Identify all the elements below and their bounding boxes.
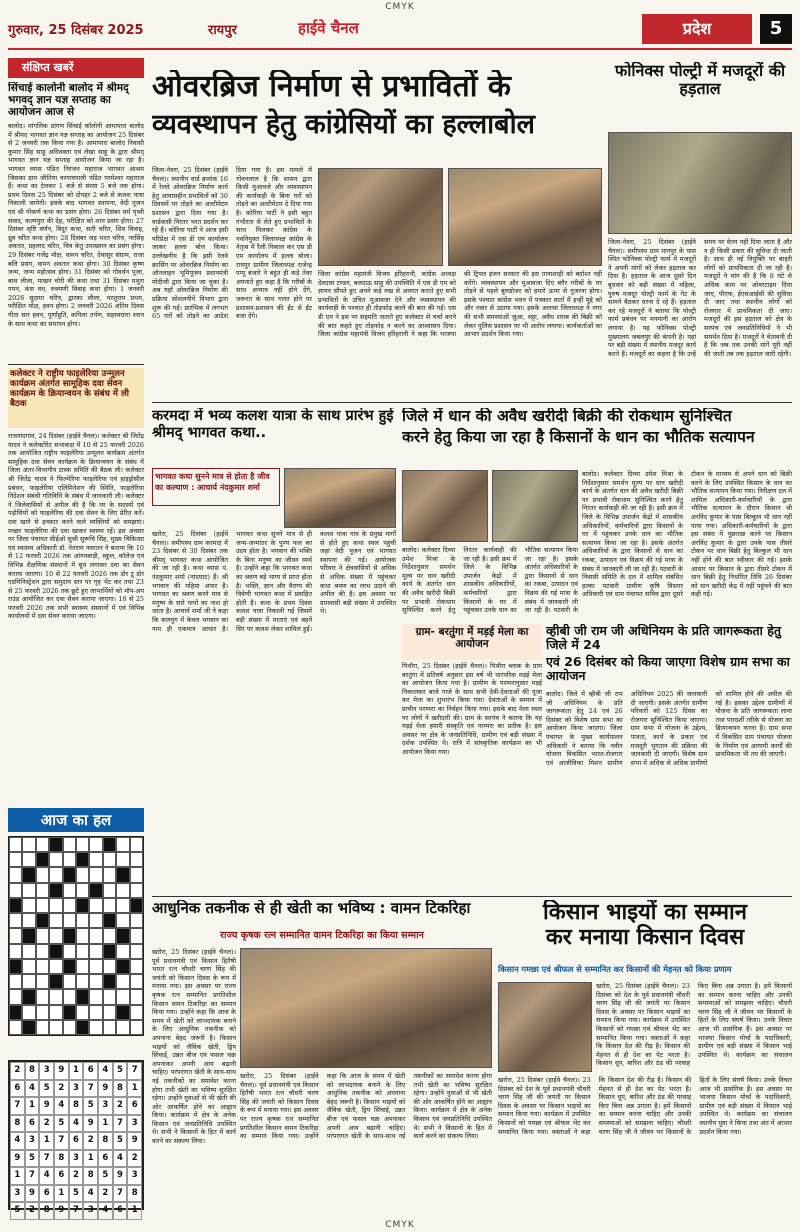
crossword-cell <box>63 1005 76 1020</box>
crossword-cell <box>76 989 89 1004</box>
sudoku-cell: 9 <box>98 1080 113 1098</box>
sudoku-cell: 7 <box>54 1132 69 1150</box>
sudoku-cell: 6 <box>25 1115 40 1133</box>
crossword-cell <box>103 852 116 867</box>
crossword-cell <box>63 913 76 928</box>
crossword-cell <box>49 898 62 913</box>
sudoku-cell: 2 <box>98 1185 113 1203</box>
crossword-cell <box>130 837 143 852</box>
crossword-cell <box>22 1020 35 1035</box>
sudoku-cell: 8 <box>83 1167 98 1185</box>
sudoku-cell: 2 <box>83 1132 98 1150</box>
masthead <box>8 14 792 50</box>
crossword-cell <box>130 898 143 913</box>
crossword-cell <box>103 898 116 913</box>
sudoku-cell: 2 <box>127 1150 142 1168</box>
phoenix-body: जिला-नेवरा, 25 दिसंबर (हाईवे चैनल)। समीपस्थ ग्राम मानपुर के पास स्थित फोनिक्स पोल्ट्री फार्म में मजदूरों ने अपनी मांगों को लेकर हड़ताल कर दिया है। हड़ताल के आज दूसरे दिन बुधवार को बड़ी संख्या में महिला, पुरुष मजदूर पोल्ट्री फार्म के गेट के सामने बैठकर धरना दे रहे हैं। हड़ताल कर रहे मजदूरों ने बताया कि पोल्ट्री फार्म प्रबंधन पर मनमानी का आरोप लगाया है। यह फोनिक्स पोल्ट्री मुख्यालय जबलपुर की कंपनी है। यहां पर बड़ी संख्या में स्थानीय मजदूर कार्य करते हैं। मजदूरों का कहना है कि उन्हें समय पर वेतन नहीं दिया जाता है और न ही किसी प्रकार की सुविधा दी जाती है। साथ ही नई नियुक्ति पर बाहरी लोगों को प्राथमिकता दी जा रही है। मजदूरों ने मांग की है कि 8 घंटे से अधिक काम पर ओवरटाइम दिया जाए, पीएफ, ईएसआईसी की सुविधा दी जाए तथा स्थानीय लोगों को रोजगार में प्राथमिकता दी जाए। मजदूरों की इस हड़ताल को क्षेत्र के सरपंच एवं जनप्रतिनिधियों ने भी समर्थन दिया है। मजदूरों ने चेतावनी दी है कि जब तक उनकी मांगें पूरी नहीं की जाती तब तक हड़ताल जारी रहेगी। <box>608 238 792 358</box>
crossword-cell <box>116 989 129 1004</box>
gram-body: पिथौरा, 25 दिसंबर (हाईवे चैनल)। पिथौरा ब्लाक के ग्राम बरतुंगा में प्रतिवर्ष अनुसार इस वर्ष भी पारंपरिक मड़ई मेला का आयोजन किया गया है। ग्रामीण के परम्परानुसार मड़ई निकालकर बाजे गाजे के साथ सभी देवी-देवताओं की पूजा कर मेला का शुभारंभ किया गया। देवताओं के सम्मान में प्राचीन परम्परा का निर्वहन किया गया। इसके बाद मेला स्थल पर लोगों ने खरीदारी की। ग्राम के सरपंच ने बताया कि यह मड़ई मेला हमारी संस्कृति एवं परम्परा का प्रतीक है। इस अवसर पर क्षेत्र के जनप्रतिनिधि, ग्रामीण एवं बड़ी संख्या में दर्शक उपस्थित थे। रात्रि में सांस्कृतिक कार्यक्रम का भी आयोजन किया गया। <box>402 662 542 756</box>
sudoku-cell: 5 <box>83 1097 98 1115</box>
sudoku-cell: 4 <box>83 1185 98 1203</box>
sudoku-cell: 5 <box>25 1150 40 1168</box>
crossword-cell <box>63 928 76 943</box>
sudoku-cell: 4 <box>10 1132 25 1150</box>
sudoku-cell: 8 <box>113 1080 128 1098</box>
crossword-cell <box>116 837 129 852</box>
sudoku-cell: 7 <box>113 1185 128 1203</box>
sudoku-cell: 8 <box>25 1062 40 1080</box>
crossword-cell <box>130 883 143 898</box>
karmada-body: खरोरा, 25 दिसंबर (हाईवे चैनल)। समीपस्थ ग्राम करमदा में 23 दिसंबर से 30 दिसंबर तक श्रीमद् भागवत कथा आयोजित की जा रही है। कथा व्यास पं. नंदकुमार शर्मा (नांदघाट) हैं। श्री भगवान की महिमा अपार है। भागवत का श्रवण करने मात्र से मनुष्य के सारे पापों का नाश हो जाता है। आचार्य शर्मा जी ने कहा कि कलयुग में केवल भगवान का नाम ही एकमात्र आधार है। भागवत कथा सुनने मात्र से ही जन्म-जन्मांतर के पुण्य फल का उदय होता है। भगवान की भक्ति के बिना मनुष्य का जीवन व्यर्थ है। उन्होंने कहा कि भागवत कथा का श्रवण बड़े भाग्य से प्राप्त होता है। भक्ति, ज्ञान और वैराग्य की त्रिवेणी भागवत कथा में प्रवाहित होती है। कथा के प्रथम दिवस कलश यात्रा निकाली गई जिसमें बड़ी संख्या में माताएं एवं बहनें सिर पर कलश लेकर शामिल हुईं। कलश यात्रा गांव के प्रमुख मार्गों से होते हुए कथा स्थल पहुंची जहां वेदी पूजन एवं भागवत स्थापना की गई। आयोजक परिवार ने क्षेत्रवासियों से अधिक से अधिक संख्या में पहुंचकर कथा श्रवण का लाभ उठाने की अपील की है। इस अवसर पर ग्रामवासी बड़ी संख्या में उपस्थित थे। <box>152 530 396 633</box>
sidebar-story1-headline: सिंचाई कालोनी बालोद में श्रीमद् भगवद् ज्ञान यज्ञ सप्ताह का आयोजन आज से <box>8 82 129 119</box>
vaman-body-left: खरोरा, 25 दिसंबर (हाईवे चैनल)। पूर्व प्रधानमंत्री एवं किसान हितैषी भारत रत्न चौधरी चरण सिंह की जयंती को किसान दिवस के रूप में मनाया गया। इस अवसर पर राज्य कृषक रत्न सम्मानित प्रगतिशील किसान वामन टिकरिहा का सम्मान किया गया। उन्होंने कहा कि आज के समय में खेती को लाभदायक बनाने के लिए आधुनिक तकनीक को अपनाना बेहद जरूरी है। किसान भाइयों को जैविक खेती, ड्रिप सिंचाई, उन्नत बीज एवं फसल चक्र अपनाकर अपनी आय बढ़ानी चाहिए। परंपरागत खेती के साथ-साथ नई तकनीकों का समावेश करना होगा तभी खेती का भविष्य सुरक्षित रहेगा। उन्होंने युवाओं से भी खेती की ओर आकर्षित होने का आह्वान किया। कार्यक्रम में क्षेत्र के अनेक किसान एवं जनप्रतिनिधि उपस्थित थे। सभी ने किसानों के हित में कार्य करने का संकल्प लिया। <box>152 948 236 1146</box>
crossword-cell <box>103 1005 116 1020</box>
sudoku-cell: 6 <box>69 1132 84 1150</box>
divider <box>8 364 144 365</box>
sudoku-cell: 3 <box>127 1167 142 1185</box>
crossword-cell <box>103 974 116 989</box>
crossword-cell <box>9 944 22 959</box>
crossword-cell <box>89 944 102 959</box>
sudoku-cell: 7 <box>25 1167 40 1185</box>
phoenix-headline: फोनिक्स पोल्ट्री में मजदूरों की हड़ताल <box>614 62 786 99</box>
vbg-headline: व्हीबी जी राम जी अधिनियम के प्रति जागरूकता हेतु जिले में 24 एवं 26 दिसंबर को किया जाएगा विशेष ग्राम सभा का आयोजन <box>546 624 790 684</box>
sudoku-cell: 8 <box>127 1185 142 1203</box>
crossword-cell <box>22 928 35 943</box>
gram-headline: ग्राम- बरतुंगा में मड़ई मेला का आयोजन <box>402 624 542 660</box>
sudoku-cell: 2 <box>54 1080 69 1098</box>
crossword-cell <box>116 867 129 882</box>
sudoku-cell: 6 <box>83 1062 98 1080</box>
sudoku-cell: 2 <box>69 1167 84 1185</box>
crossword-cell <box>116 974 129 989</box>
sidebar-story2-body: राजनांदगांव, 24 दिसंबर (हाईवे चैनल)। कलेक्टर श्री जितेंद्र यादव ने कलेक्टोरेट सभाकक्ष में 10 से 25 फरवरी 2026 तक आयोजित राष्ट्रीय फाइलेरिया उन्मूलन कार्यक्रम अंतर्गत सामूहिक दवा सेवन कार्यक्रम के क्रियान्वयन के संबंध में जिला अंतर-विभागीय टास्क समिति की बैठक ली। कलेक्टर श्री जितेंद्र यादव ने फिल्मेरिया फाइलेरिया एवं हाइड्रोसील प्रबंधन, फाइलेरिया एलिमिनेशन की स्थिति, फाइलेरिया निदेशन संबंधी गतिविधि के संबंध में जानकारी ली। कलेक्टर ने जिलेवासियों से अपील की है कि घर के सदस्यों एवं पड़ोसियों को फाइलेरिया की दवा सेवन के लिए प्रेरित करें। दवा खाने से इनकार करने वाले व्यक्तियों को समझाएं। मच्छर फाइलेरिया की दवा खाकर स्वस्थ्य रहें। इस अवसर पर जिला पंचायत सीईओ सुश्री सुरूचि सिंह, मुख्य चिकित्सा एवं स्वास्थ्य अधिकारी डॉ. नेतराम नवरतन ने बताया कि 10 से 12 फरवरी 2026 तक आंगनबाड़ी, स्कूल, कॉलेज एवं विभिन्न शैक्षणिक संस्थानों में बूथ लगाकर दवा का सेवन कराया जाएगा। 10 से 22 फरवरी 2026 तक डोर टू डोर एडमिनिस्ट्रेशन द्वारा समुदाय स्तर पर गृह भेंट कर तथा 23 से 25 फरवरी 2026 तक छूटे हुए लाभार्थियों को मॉप-अप राउंड आयोजित कर दवा सेवन कराया जाएगा। 10 से 25 फरवरी 2026 तक सभी स्वास्थ्य संस्थानों में एवं विभिन्न कार्यालयों में दवा सेवन कराया जाएगा। <box>8 432 144 621</box>
sudoku-cell: 9 <box>10 1150 25 1168</box>
sudoku-cell: 1 <box>98 1115 113 1133</box>
crossword-cell <box>22 867 35 882</box>
print-mark-top: CMYK <box>385 2 415 12</box>
crossword-cell <box>103 867 116 882</box>
crossword-cell <box>22 989 35 1004</box>
crossword-cell <box>130 989 143 1004</box>
crossword-cell <box>130 852 143 867</box>
sudoku-cell: 3 <box>98 1097 113 1115</box>
lead-story-body-left: जिला-नेवरा, 25 दिसंबर (हाईवे चैनल)। स्थानीय वार्ड क्रमांक 16 में रेलवे ओवरब्रिज निर्माण कार्य हेतु आवासहीन प्रभावितों को 30 दिवसमें घर तोड़ने का अल्टीमेटम प्रशासन द्वारा दिया गया है। वार्डवासी निरंतर भरत प्रदर्शन कर रहे हैं। कोरिया पार्टी ने आज इसी परिप्रेक्ष में एस डी एम कार्यालय जाकर हल्ला बोल किया। उल्लेखनीय है कि इसी रेलवे क्रासिंग पर ओवरब्रिज निर्माण का ऑनलाइन भूमिपूजन प्रधानमंत्री मोदीजी द्वारा किया जा चुका है। अब यहाँ ओवरब्रिज निर्माण की प्रक्रिया सोशलनीयें विभाग द्वारा शुरू की गई। प्रारंभिक में लगभग 65 घरों को तोड़ने का आदेश दिया गया है। इस मामले में गोवनलाल है कि शासन द्वारा किसी मुआवजे और व्यवस्थापन की कार्यवाही के बिना घरों को तोड़ने का अल्टीमेटम दे दिया गया है। कोरिया पार्टी ने इसी बहुत गंभीरता से लेते हुए प्रभावितों के साथ मिलकर कांग्रेस के नवनियुक्त जिलाध्यक्ष कांग्रेस के नेतृत्व में रैली निकाल कर एस डी एम कार्यालय में हल्ला बोला। रायपुर ग्रामीण जिलाध्यक्ष राजेन्द्र पप्पू बंजारे ने बहुत ही कड़े तेवर अपनाते हुए कहा है कि गरीबों के साथ अन्याय नहीं होने देंगे, जरूरत के साथ गलत होने पर प्रशासन-प्रशासन की ईंट से ईंट बजा देंगे। <box>152 166 312 321</box>
sudoku-cell: 9 <box>54 1202 69 1220</box>
crossword-cell <box>36 989 49 1004</box>
sudoku-cell: 5 <box>69 1185 84 1203</box>
sudoku-cell: 2 <box>39 1115 54 1133</box>
dhan-headline: जिले में धान की अवैध खरीदी बिक्री की रोकथाम सुनिश्चित करने हेतु किया जा रहा है किसानों के धान का भौतिक सत्यापन <box>402 408 755 446</box>
crossword-cell <box>63 867 76 882</box>
sudoku-cell: 4 <box>69 1115 84 1133</box>
crossword-cell <box>9 852 22 867</box>
crossword-cell <box>22 944 35 959</box>
lead-headline: ओवरब्रिज निर्माण से प्रभावितों के व्यवस्थापन हेतु कांग्रेसियों का हल्लाबोल <box>152 70 535 140</box>
crossword-cell <box>103 913 116 928</box>
crossword-cell <box>76 898 89 913</box>
crossword-cell <box>116 883 129 898</box>
puzzle-solution-header: आज का हल <box>8 808 144 832</box>
sudoku-cell: 2 <box>10 1062 25 1080</box>
crossword-cell <box>116 898 129 913</box>
sudoku-cell: 1 <box>39 1132 54 1150</box>
sudoku-cell: 3 <box>83 1202 98 1220</box>
karmada-photo <box>284 468 396 528</box>
crossword-cell <box>49 837 62 852</box>
crossword-cell <box>89 1005 102 1020</box>
crossword-cell <box>36 898 49 913</box>
sudoku-cell: 1 <box>83 1150 98 1168</box>
sudoku-cell: 6 <box>54 1167 69 1185</box>
sudoku-cell: 5 <box>39 1080 54 1098</box>
dhan-photo-1 <box>402 470 488 542</box>
sudoku-cell: 1 <box>69 1062 84 1080</box>
crossword-cell <box>76 867 89 882</box>
crossword-cell <box>49 1005 62 1020</box>
sudoku-cell: 4 <box>54 1097 69 1115</box>
kisan-headline: किसान भाइयों का सम्मान कर मनाया किसान दिवस <box>543 900 747 951</box>
crossword-cell <box>76 1005 89 1020</box>
print-mark-bottom: CMYK <box>385 1220 415 1230</box>
crossword-cell <box>49 944 62 959</box>
sudoku-cell: 3 <box>25 1132 40 1150</box>
edition-city: रायपुर <box>208 23 237 38</box>
lead-photo-1 <box>318 168 443 266</box>
crossword-cell <box>22 883 35 898</box>
crossword-cell <box>9 837 22 852</box>
crossword-cell <box>22 974 35 989</box>
sudoku-cell: 8 <box>98 1132 113 1150</box>
crossword-cell <box>9 883 22 898</box>
crossword-cell <box>49 913 62 928</box>
crossword-cell <box>130 867 143 882</box>
crossword-cell <box>9 913 22 928</box>
sudoku-cell: 7 <box>39 1150 54 1168</box>
crossword-cell <box>63 837 76 852</box>
crossword-cell <box>130 928 143 943</box>
sudoku-cell: 1 <box>10 1167 25 1185</box>
sudoku-cell: 6 <box>113 1202 128 1220</box>
dhan-photo-2 <box>492 470 578 542</box>
phoenix-photo <box>608 132 792 234</box>
crossword-cell <box>89 837 102 852</box>
sudoku-cell: 3 <box>39 1062 54 1080</box>
crossword-cell <box>22 898 35 913</box>
crossword-cell <box>89 898 102 913</box>
crossword-cell <box>36 928 49 943</box>
crossword-cell <box>36 852 49 867</box>
sudoku-cell: 3 <box>10 1185 25 1203</box>
crossword-cell <box>36 867 49 882</box>
sudoku-cell: 9 <box>25 1185 40 1203</box>
crossword-cell <box>49 1020 62 1035</box>
crossword-cell <box>103 944 116 959</box>
dhan-body: बालोद। कलेक्टर दिव्या उमेश मिश्रा के निर्देशानुसार समर्थन मूल्य पर धान खरीदी कार्य के अंतर्गत धान की अवैध खरीदी बिक्री पर प्रभावी रोकथाम सुनिश्चित करने हेतु निरंतर कार्यवाही की जा रही है। इसी क्रम में जिले के विभिन्न उपार्जन केंद्रों में शासकीय अधिकारियों, कर्मचारियों द्वारा किसानों के घर में पहुंचकर उनके धान का भौतिक सत्यापन किया जा रहा है। इसके अंतर्गत अधिकारियों के द्वारा किसानों से धान का रकबा, उत्पादन एवं विक्रय की गई मात्रा के संबंध में जानकारी ली जा रही है। पटवारी के निवासी समिति के दल में शामिल संबंधित हल्का पटवारी ग्रामीण कृषि विस्तार अधिकारी एवं ग्राम पंचायत सचिव द्वारा दूसरे टोकन के माध्यम से अपने धान को बिक्री करने के लिए उपस्थित किसान के धान का भौतिक सत्यापन किया गया। निरीक्षण दल में शामिल अधिकारी-कर्मचारियों के द्वारा भौतिक सत्यापन के दौरान किसान श्री अरविंद कुमार के पास बिल्कुल भी धान नहीं पाया गया। अधिकारी-कर्मचारियों के द्वारा इस संबंध में पूछताछ करने पर किसान अरविंद कुमार के द्वारा उनके पास तीसरे टोकन पर धान बिक्री हेतु बिल्कुल भी धान नहीं होने की बात स्वीकार की गई। इसके आधार पर किसान के द्वारा तीसरे टोकन में धान बिक्री हेतु निर्धारित तिथि 26 दिसंबर को धान खरीदी केंद्र में नहीं पहुंचने की बात कही गई। <box>582 470 792 599</box>
crossword-cell <box>63 944 76 959</box>
crossword-cell <box>36 944 49 959</box>
sudoku-cell: 1 <box>25 1097 40 1115</box>
crossword-cell <box>9 989 22 1004</box>
page-number: 5 <box>760 14 792 44</box>
crossword-cell <box>89 867 102 882</box>
crossword-cell <box>22 837 35 852</box>
sudoku-cell: 7 <box>69 1202 84 1220</box>
crossword-cell <box>130 944 143 959</box>
kisan-subheadline: किसान गमछा एवं श्रीफल से सम्मानित कर किसानों की मेहनत को किया प्रणाम <box>498 964 732 974</box>
sudoku-cell: 7 <box>113 1115 128 1133</box>
sudoku-cell: 9 <box>54 1062 69 1080</box>
vaman-headline: आधुनिक तकनीक से ही खेती का भविष्य : वामन टिकरिहा <box>152 900 471 917</box>
sudoku-cell: 8 <box>39 1202 54 1220</box>
sudoku-cell: 4 <box>98 1062 113 1080</box>
sudoku-cell: 3 <box>69 1150 84 1168</box>
crossword-cell <box>36 883 49 898</box>
crossword-cell <box>36 837 49 852</box>
divider <box>152 402 792 403</box>
sudoku-cell: 2 <box>113 1097 128 1115</box>
crossword-cell <box>9 959 22 974</box>
sudoku-cell: 9 <box>83 1115 98 1133</box>
crossword-cell <box>36 1005 49 1020</box>
sudoku-grid <box>8 1060 144 1215</box>
crossword-cell <box>9 928 22 943</box>
crossword-cell <box>89 928 102 943</box>
crossword-cell <box>76 913 89 928</box>
sudoku-cell: 6 <box>127 1097 142 1115</box>
crossword-cell <box>116 959 129 974</box>
crossword-cell <box>22 852 35 867</box>
brief-news-header: संक्षिप्त खबरें <box>8 58 144 78</box>
crossword-cell <box>63 898 76 913</box>
sudoku-cell: 9 <box>127 1132 142 1150</box>
sudoku-cell: 7 <box>127 1062 142 1080</box>
sudoku-cell: 4 <box>98 1202 113 1220</box>
kisan-body: खरोरा, 25 दिसंबर (हाईवे चैनल)। 23 दिसंबर को देश के पूर्व प्रधानमंत्री चौधरी चरण सिंह जी की जयंती पर किसान दिवस के अवसर पर किसान भाइयों का सम्मान किया गया। कार्यक्रम में उपस्थित किसानों को गमछा एवं श्रीफल भेंट कर सम्मानित किया गया। वक्ताओं ने कहा कि किसान देश की रीढ़ है। किसान की मेहनत से ही देश का पेट भरता है। किसान धूप, बारिश और ठंड की परवाह किए बिना अन्न उगाता है। हमें किसानों का सम्मान करना चाहिए और उनकी समस्याओं को समझना चाहिए। चौधरी चरण सिंह जी ने जीवन भर किसानों के हितों के लिए संघर्ष किया। उनके विचार आज भी प्रासंगिक हैं। इस अवसर पर भाजपा किसान मोर्चा के पदाधिकारी, ग्रामीण एवं बड़ी संख्या में किसान भाई उपस्थित थे। कार्यक्रम का संचालन स्थानीय युवा ने किया तथा अंत में आभार प्रदर्शन किया गया। <box>498 1076 792 1136</box>
crossword-cell <box>89 974 102 989</box>
sudoku-cell: 4 <box>113 1150 128 1168</box>
crossword-cell <box>63 989 76 1004</box>
sudoku-cell: 1 <box>127 1080 142 1098</box>
crossword-cell <box>49 928 62 943</box>
karmada-subheadline: भागवत कथा सुनने मात्र से होता है जीव का कल्याण : आचार्य नंदकुमार शर्मा <box>152 468 280 506</box>
crossword-cell <box>63 883 76 898</box>
sudoku-cell: 3 <box>69 1080 84 1098</box>
sudoku-cell: 5 <box>113 1132 128 1150</box>
lead-photo-2 <box>448 168 602 266</box>
crossword-cell <box>22 959 35 974</box>
sudoku-cell: 8 <box>10 1115 25 1133</box>
crossword-cell <box>49 852 62 867</box>
crossword-cell <box>130 1020 143 1035</box>
crossword-cell <box>76 1020 89 1035</box>
sudoku-cell: 3 <box>127 1115 142 1133</box>
newspaper-brand: हाईवे चैनल <box>298 19 359 37</box>
crossword-cell <box>76 852 89 867</box>
crossword-cell <box>63 852 76 867</box>
crossword-grid <box>8 836 144 1036</box>
sudoku-cell: 5 <box>98 1167 113 1185</box>
crossword-cell <box>76 928 89 943</box>
crossword-cell <box>76 837 89 852</box>
crossword-cell <box>103 989 116 1004</box>
crossword-cell <box>76 883 89 898</box>
sudoku-cell: 5 <box>10 1202 25 1220</box>
sudoku-cell: 8 <box>54 1150 69 1168</box>
crossword-cell <box>89 852 102 867</box>
sudoku-cell: 1 <box>54 1185 69 1203</box>
crossword-cell <box>116 928 129 943</box>
vaman-body: खरोरा, 25 दिसंबर (हाईवे चैनल)। पूर्व प्रधानमंत्री एवं किसान हितैषी भारत रत्न चौधरी चरण सिंह की जयंती को किसान दिवस के रूप में मनाया गया। इस अवसर पर राज्य कृषक रत्न सम्मानित प्रगतिशील किसान वामन टिकरिहा का सम्मान किया गया। उन्होंने कहा कि आज के समय में खेती को लाभदायक बनाने के लिए आधुनिक तकनीक को अपनाना बेहद जरूरी है। किसान भाइयों को जैविक खेती, ड्रिप सिंचाई, उन्नत बीज एवं फसल चक्र अपनाकर अपनी आय बढ़ानी चाहिए। परंपरागत खेती के साथ-साथ नई तकनीकों का समावेश करना होगा तभी खेती का भविष्य सुरक्षित रहेगा। उन्होंने युवाओं से भी खेती की ओर आकर्षित होने का आह्वान किया। कार्यक्रम में क्षेत्र के अनेक किसान एवं जनप्रतिनिधि उपस्थित थे। सभी ने किसानों के हित में कार्य करने का संकल्प लिया। <box>240 1072 492 1141</box>
divider <box>152 896 792 897</box>
crossword-cell <box>63 974 76 989</box>
crossword-cell <box>22 913 35 928</box>
crossword-cell <box>103 883 116 898</box>
lead-story-body-right: जिला कांग्रेस महामंत्री विजय हरिहरानी, कांग्रेस अध्यक्ष देवदास टण्डन, बलदाऊ साहू की उपस्थिति में एस डी एम को ज्ञापन सौंपते हुए अपने कड़े रुख से अवगत कराते हुए सभी प्रभावितों के उचित मुआवजा देने और व्यवस्थापन की कार्यवाही के पश्चात ही तोड़फोड़ करने की बात की गई। एस डी एम ने इस पर सहमति जताते हुए कलेक्टर से चर्चा करने की बात कहते हुए तोड़फोड़ न करने का आश्वासन दिया। जिला कांग्रेस महामंत्री विजय हरिहरानी ने कहा कि भाजपा की ट्रिपल इंजन सरकार की इस तानाशाही को बर्दाश्त नहीं करेंगे। व्यवस्थापन और मुआवजा दिए बगैर गरीबों के घर तोड़ने से पहले बुलडोजर को हमारे ऊपर से गुजरना होगा। इसके पश्चात कांग्रेस भवन में पत्रकार वार्ता में इन्हीं मुद्दे को और ज्वार से उठाया गया। इसके अलावा जिलाध्यक्ष ने नगर की सभी समस्याओं जुआ, सट्टा, अवैध शराब की बिक्री को लेकर पुलिस प्रशासन पर भी आरोप लगाया। कार्यकर्ताओं का आभार प्रदर्शन किया गया। <box>318 270 602 339</box>
crossword-cell <box>116 913 129 928</box>
crossword-cell <box>9 898 22 913</box>
vaman-photo <box>240 948 492 1068</box>
sudoku-cell: 9 <box>113 1167 128 1185</box>
sudoku-cell: 2 <box>25 1202 40 1220</box>
crossword-cell <box>49 883 62 898</box>
section-label: प्रदेश <box>642 14 752 44</box>
crossword-cell <box>89 883 102 898</box>
sidebar-story2-headline: कलेक्टर ने राष्ट्रीय फाइलेरिया उन्मूलन कार्यक्रम अंतर्गत सामूहिक दवा सेवन कार्यक्रम के क्रियान्वयन के संबंध में ली बैठक <box>8 368 144 428</box>
sudoku-cell: 7 <box>10 1097 25 1115</box>
vaman-subheadline: राज्य कृषक रत्न सम्मानित वामन टिकरिहा का किया सम्मान <box>220 930 424 941</box>
crossword-cell <box>9 1005 22 1020</box>
crossword-cell <box>76 944 89 959</box>
crossword-cell <box>116 944 129 959</box>
sidebar-story1-body: बालोद। मांगलिक प्रांगण सिंचाई कॉलोनी आमापारा बालोद में श्रीमद भागवत ज्ञान यज्ञ सप्ताह का आयोजन 25 दिसंबर से 2 जनवरी तक किया गया है। आमापारा बालोद निवासी कुमार सिंह साहू अधिवक्ता एवं लेखा साहू के द्वारा श्रीमद् भागवत ज्ञान यज्ञ सप्ताह आयोजन किया जा रहा है। भागवत व्यास पंडित निरंजन महाराज भागवत आश्रम जिसका ग्राम जीतिया वरगावपाली पंडित परमेश्वर महाराज हैं। कथा का टेलकर 1 बजे से संध्या 5 बजे तक होगा। प्रथम दिवस 25 दिसंबर को दोपहर 2 बजे से कलश यात्रा निकाली जायेगी। इसके बाद भागवत स्थापना, वेदी पूजन एवं श्री गोकर्ण कथा का प्रसंग होगा। 26 दिसंबर धर्म पृथ्वी संवाद, कल्पपुरा की देह, परीक्षित को शाप प्रसंग होगा। 27 दिसंबर सृष्टि वर्णन, विदुर कथा, सती चरित, शिव विवाह, ध्रुव चरित कथा होगा। 28 दिसंबर जड़ भरत चरित्र, नरसिंह अवतार, प्रहलाद चरित, चित्र केतु उपाख्यान का प्रसंग होगा। 29 दिसंबर गजेंद्र मोक्ष, वामन चरित, देवासुर संग्राम, राजा बलि प्रसंग, वामन अवतार कथा होगा। 30 दिसंबर कृष्ण जन्म, जन्म महोत्सव होगा। 31 दिसंबर को गोवर्धन पूजा, बाल लीला, माखन चोरी की कथा तथा 31 दिसंबर मथुरा गमन, कंस वध, रुक्मणी विवाह कथा होगा। 1 जनवरी 2026 सुदामा चरित्र, द्वारका लीला, परशुराम प्रथम, परीक्षित मोक्ष, हवन होगा। 2 जनवरी 2026 अंतिम दिवस गीता सार हवन, पूर्णाहुति, कपिला तर्पण, सहस्त्रधारा स्नान के साथ कथा का समापन होगा। <box>8 122 144 328</box>
sudoku-cell: 4 <box>25 1080 40 1098</box>
crossword-cell <box>103 1020 116 1035</box>
crossword-cell <box>130 913 143 928</box>
sudoku-cell: 4 <box>39 1167 54 1185</box>
kisan-photo <box>498 982 592 1072</box>
crossword-cell <box>36 974 49 989</box>
crossword-cell <box>130 974 143 989</box>
crossword-cell <box>9 867 22 882</box>
crossword-cell <box>36 913 49 928</box>
crossword-cell <box>76 974 89 989</box>
sudoku-cell: 6 <box>39 1185 54 1203</box>
kisan-body-lead: खरोरा, 25 दिसंबर (हाईवे चैनल)। 23 दिसंबर को देश के पूर्व प्रधानमंत्री चौधरी चरण सिंह जी की जयंती पर किसान दिवस के अवसर पर किसान भाइयों का सम्मान किया गया। कार्यक्रम में उपस्थित किसानों को गमछा एवं श्रीफल भेंट कर सम्मानित किया गया। वक्ताओं ने कहा कि किसान देश की रीढ़ है। किसान की मेहनत से ही देश का पेट भरता है। किसान धूप, बारिश और ठंड की परवाह किए बिना अन्न उगाता है। हमें किसानों का सम्मान करना चाहिए और उनकी समस्याओं को समझना चाहिए। चौधरी चरण सिंह जी ने जीवन भर किसानों के हितों के लिए संघर्ष किया। उनके विचार आज भी प्रासंगिक हैं। इस अवसर पर भाजपा किसान मोर्चा के पदाधिकारी, ग्रामीण एवं बड़ी संख्या में किसान भाई उपस्थित थे। कार्यक्रम का संचालन <box>596 982 792 1068</box>
karmada-headline: करमदा में भव्य कलश यात्रा के साथ प्रारंभ हुई श्रीमद् भागवत कथा.. <box>152 408 394 441</box>
dhan-body-lead: बालोद। कलेक्टर दिव्या उमेश मिश्रा के निर्देशानुसार समर्थन मूल्य पर धान खरीदी कार्य के अंतर्गत धान की अवैध खरीदी बिक्री पर प्रभावी रोकथाम सुनिश्चित करने हेतु निरंतर कार्यवाही की जा रही है। इसी क्रम में जिले के विभिन्न उपार्जन केंद्रों में शासकीय अधिकारियों, कर्मचारियों द्वारा किसानों के घर में पहुंचकर उनके धान का भौतिक सत्यापन किया जा रहा है। इसके अंतर्गत अधिकारियों के द्वारा किसानों से धान का रकबा, उत्पादन एवं विक्रय की गई मात्रा के संबंध में जानकारी ली जा रही है। पटवारी के <box>402 546 578 615</box>
crossword-cell <box>36 1020 49 1035</box>
crossword-cell <box>76 959 89 974</box>
crossword-cell <box>9 974 22 989</box>
crossword-cell <box>63 959 76 974</box>
sudoku-cell: 5 <box>113 1062 128 1080</box>
crossword-cell <box>49 989 62 1004</box>
sudoku-cell: 6 <box>98 1150 113 1168</box>
sudoku-cell: 7 <box>83 1080 98 1098</box>
crossword-cell <box>63 1020 76 1035</box>
crossword-cell <box>89 959 102 974</box>
crossword-cell <box>49 974 62 989</box>
crossword-cell <box>89 1020 102 1035</box>
crossword-cell <box>49 959 62 974</box>
crossword-cell <box>116 852 129 867</box>
crossword-cell <box>9 1020 22 1035</box>
crossword-cell <box>103 928 116 943</box>
crossword-cell <box>89 913 102 928</box>
issue-date: गुरुवार, 25 दिसंबर 2025 <box>8 23 144 38</box>
crossword-cell <box>22 1005 35 1020</box>
sudoku-cell: 5 <box>54 1115 69 1133</box>
sudoku-cell: 1 <box>127 1202 142 1220</box>
crossword-cell <box>130 959 143 974</box>
crossword-cell <box>49 867 62 882</box>
crossword-cell <box>103 837 116 852</box>
sudoku-cell: 6 <box>10 1080 25 1098</box>
sudoku-cell: 9 <box>39 1097 54 1115</box>
crossword-cell <box>36 959 49 974</box>
crossword-cell <box>116 1005 129 1020</box>
vbg-body: बालोद। जिले में व्हीबी जी राम जी अधिनियम के प्रति जागरूकता हेतु 24 एवं 26 दिसंबर को विशेष ग्राम सभा का आयोजन किया जाएगा। जिला पंचायत के मुख्य कार्यपालन अधिकारी ने बताया कि नवीन योजना विकसित भारत-रोजगार एवं आजीविका मिशन ग्रामीण अधिनियम 2025 की जानकारी दी जाएगी। इसके अंतर्गत ग्रामीण परिवारों को 125 दिवस का रोजगार सुनिश्चित किया जाएगा। ग्राम सभा में योजना के उद्देश्य, पात्रता, कार्य के प्रकार एवं मजदूरी भुगतान की प्रक्रिया की जानकारी दी जाएगी। विशेष ग्राम सभा में अधिक से अधिक ग्रामीणों को शामिल होने की अपील की गई है। इसका उद्देश्य ग्रामीणों में योजना के प्रति जागरूकता लाना तथा पारदर्शी तरीके से योजना का क्रियान्वयन करना है। ग्राम सभा में विकसित ग्राम पंचायत योजना के निर्माण एवं आगामी कार्यों की प्राथमिकता भी तय की जाएगी। <box>546 690 792 767</box>
crossword-cell <box>116 1020 129 1035</box>
crossword-cell <box>130 1005 143 1020</box>
crossword-cell <box>103 959 116 974</box>
sudoku-cell: 8 <box>69 1097 84 1115</box>
crossword-cell <box>89 989 102 1004</box>
